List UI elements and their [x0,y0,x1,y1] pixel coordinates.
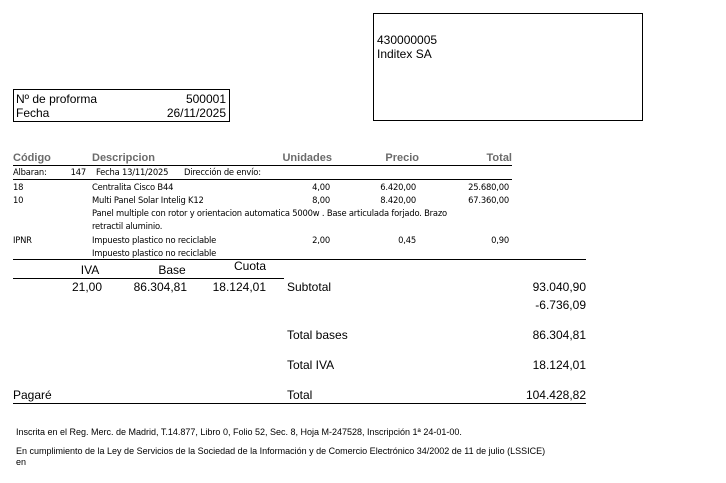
row-extra-description: Panel multiple con rotor y orientacion automatica 5000w . Base articulada forjado. Brazo [92,208,447,218]
total-iva-value: 18.124,01 [532,358,586,372]
footer-lssice: En cumplimiento de la Ley de Servicios de la Sociedad de la Información y de Comercio Electrónico 34/2002 de 11 de julio (LSSICE) [16,446,546,456]
row-codigo: 18 [13,182,24,192]
row-total: 25.680,00 [468,182,509,192]
row-codigo: IPNR [13,235,32,245]
tax-header-base: Base [158,263,186,277]
payment-method: Pagaré [13,388,52,402]
row-unidades: 8,00 [312,195,330,205]
row-precio: 6.420,00 [380,182,416,192]
total-divider [13,403,586,404]
footer-registry: Inscrita en el Reg. Merc. de Madrid, T.14.877, Libro 0, Folio 52, Sec. 8, Hoja M-247528, Inscripción 1ª 24-01-00. [16,427,462,437]
header-codigo: Código [13,152,51,164]
client-address-box [373,13,643,121]
row-precio: 0,45 [398,235,416,245]
tax-header-divider [13,278,284,279]
row-precio: 8.420,00 [380,195,416,205]
proforma-number-label: Nº de proforma [16,92,98,106]
tax-cuota: 18.124,01 [212,280,266,294]
row-total: 0,90 [491,235,509,245]
row-descripcion: Centralita Cisco B44 [92,182,174,192]
row-codigo: 10 [13,195,24,205]
row-descripcion: Impuesto plastico no reciclable [92,235,217,245]
proforma-date: 26/11/2025 [166,106,226,120]
albaran-number: 147 [70,167,86,177]
row-descripcion: Multi Panel Solar Intelig K12 [92,195,204,205]
albaran-label: Albaran: [13,167,47,177]
table-bottom-divider [13,259,586,260]
row-extra-description: retractil aluminio. [92,221,163,231]
total-bases-label: Total bases [287,328,348,342]
discount-value: -6.736,09 [535,298,586,312]
subtotal-label: Subtotal [287,280,332,294]
row-total: 67.360,00 [468,195,509,205]
grand-total-value: 104.428,82 [525,388,586,402]
proforma-date-label: Fecha [16,106,50,120]
header-precio: Precio [385,152,419,164]
tax-base: 86.304,81 [133,280,187,294]
total-iva-label: Total IVA [287,358,335,372]
footer-lssice-continued: en [16,457,27,467]
total-bases-value: 86.304,81 [532,328,586,342]
header-unidades: Unidades [282,152,332,164]
tax-header-iva: IVA [80,263,100,277]
albaran-shipping-address: Dirección de envío: [184,167,261,177]
subtotal-value: 93.040,90 [532,280,586,294]
header-divider [13,165,512,166]
tax-iva-rate: 21,00 [71,280,102,294]
grand-total-label: Total [287,388,313,402]
row-unidades: 4,00 [312,182,330,192]
client-name: Inditex SA [377,47,432,61]
row-extra-description: Impuesto plastico no reciclable [92,248,217,258]
header-total: Total [486,152,512,164]
albaran-divider [13,179,512,180]
header-descripcion: Descripcion [92,152,155,164]
tax-header-cuota: Cuota [233,259,267,273]
albaran-date: Fecha 13/11/2025 [96,167,169,177]
client-code: 430000005 [377,33,438,47]
row-unidades: 2,00 [312,235,330,245]
proforma-number: 500001 [185,92,226,106]
